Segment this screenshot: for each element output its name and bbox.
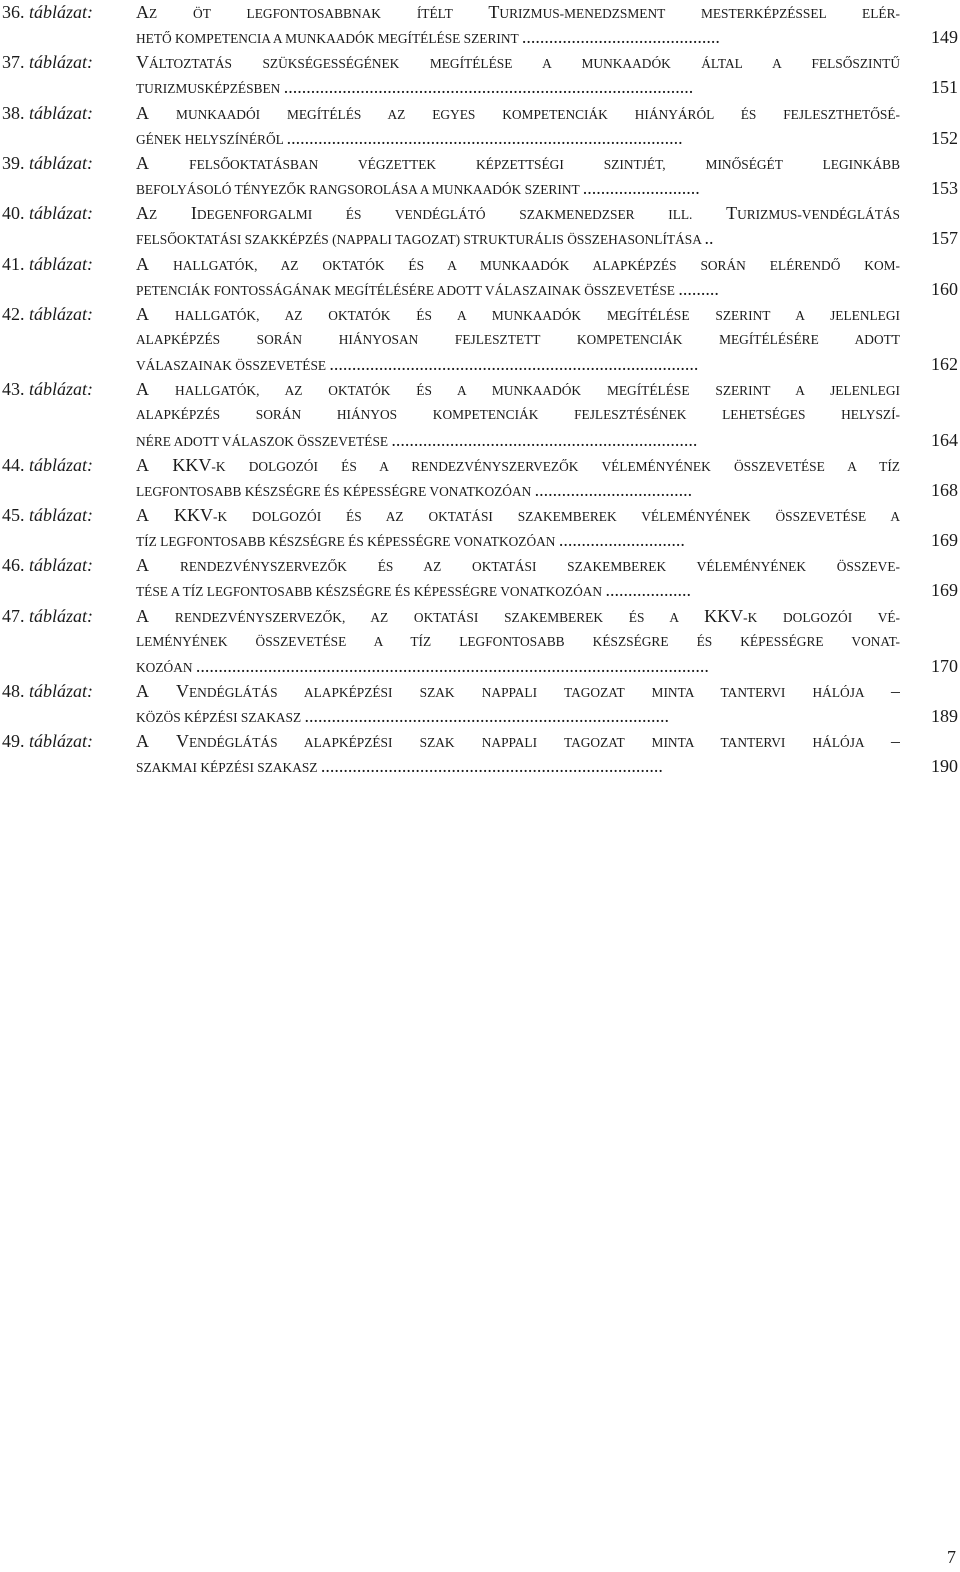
page-reference: 160 [931, 278, 958, 299]
table-title-line: VÁLASZAINAK ÖSSZEVETÉSE .................................................................................. [136, 352, 900, 377]
table-title-line: PETENCIÁK FONTOSSÁGÁNAK MEGÍTÉLÉSÉRE ADOTT VÁLASZAINAK ÖSSZEVETÉSE ......... [136, 277, 900, 302]
table-number-value: 45. [2, 505, 29, 525]
leader-dots: ............................ [558, 530, 685, 551]
toc-entry [0, 453, 960, 503]
table-title-line: A VENDÉGLÁTÁS ALAPKÉPZÉSI SZAK NAPPALI TAGOZAT MINTA TANTERVI HÁLÓJA – [136, 681, 900, 702]
table-label: táblázat: [29, 681, 94, 702]
table-title-line: A KKV-K DOLGOZÓI ÉS A RENDEZVÉNYSZERVEZŐK VÉLEMÉNYÉNEK ÖSSZEVETÉSE A TÍZ [136, 454, 900, 475]
table-title-line: KOZÓAN .................................................................................................................. [136, 654, 900, 679]
table-number [2, 604, 93, 629]
table-title-line: A VENDÉGLÁTÁS ALAPKÉPZÉSI SZAK NAPPALI TAGOZAT MINTA TANTERVI HÁLÓJA – [136, 731, 900, 752]
table-number [2, 503, 93, 528]
table-title-line: A KKV-K DOLGOZÓI ÉS AZ OKTATÁSI SZAKEMBEREK VÉLEMÉNYÉNEK ÖSSZEVETÉSE A [136, 505, 900, 525]
table-number-value: 44. [2, 454, 29, 475]
leader-dots: ................................... [534, 479, 693, 500]
leader-dots: .................................................................... [391, 429, 698, 450]
leader-dots: ........................................................................................... [283, 77, 694, 98]
table-label: táblázat: [29, 102, 94, 123]
table-number [2, 201, 93, 226]
toc-entry [0, 151, 960, 201]
table-title-line: HETŐ KOMPETENCIA A MUNKAADÓK MEGÍTÉLÉSE SZERINT ............................................ [136, 25, 900, 50]
leader-dots: .. [704, 228, 714, 249]
table-number-value: 47. [2, 605, 29, 626]
page-reference: 162 [931, 354, 958, 375]
table-label: táblázat: [29, 505, 94, 525]
table-number-value: 42. [2, 303, 29, 324]
table-title-line: A RENDEZVÉNYSZERVEZŐK ÉS AZ OKTATÁSI SZAKEMBEREK VÉLEMÉNYÉNEK ÖSSZEVE- [136, 555, 900, 576]
toc-entry [0, 201, 960, 251]
toc-entry [0, 553, 960, 603]
toc-entry [0, 252, 960, 302]
table-number-value: 37. [2, 52, 29, 73]
table-number [2, 377, 93, 402]
leader-dots: ................... [605, 580, 691, 601]
table-number-value: 40. [2, 203, 29, 224]
table-label: táblázat: [29, 303, 94, 324]
table-title-line: VÁLTOZTATÁS SZÜKSÉGESSÉGÉNEK MEGÍTÉLÉSE A MUNKAADÓK ÁLTAL A FELSŐSZINTŰ [136, 52, 900, 73]
table-number-value: 48. [2, 681, 29, 702]
table-label: táblázat: [29, 454, 94, 475]
table-number [2, 453, 93, 478]
table-title-line: FELSŐOKTATÁSI SZAKKÉPZÉS (NAPPALI TAGOZAT) STRUKTURÁLIS ÖSSZEHASONLÍTÁSA .. [136, 226, 900, 251]
table-number-value: 39. [2, 152, 29, 173]
table-number [2, 729, 93, 754]
page-reference: 152 [931, 127, 958, 148]
page-reference: 153 [931, 178, 958, 199]
table-label: táblázat: [29, 253, 94, 274]
table-title-line: TÉSE A TÍZ LEGFONTOSABB KÉSZSÉGRE ÉS KÉPESSÉGRE VONATKOZÓAN ................... [136, 578, 900, 603]
table-title-line: TURIZMUSKÉPZÉSBEN ........................................................................................... [136, 75, 900, 100]
table-title-line: ALAPKÉPZÉS SORÁN HIÁNYOSAN FEJLESZTETT KOMPETENCIÁK MEGÍTÉLÉSÉRE ADOTT [136, 331, 900, 347]
page-reference: 149 [931, 27, 958, 48]
table-number-value: 49. [2, 731, 29, 752]
table-title-line: A HALLGATÓK, AZ OKTATÓK ÉS A MUNKAADÓK MEGÍTÉLÉSE SZERINT A JELENLEGI [136, 303, 900, 324]
toc-entry [0, 50, 960, 100]
toc-entry [0, 0, 960, 50]
table-number-value: 46. [2, 555, 29, 576]
table-title-line: KÖZÖS KÉPZÉSI SZAKASZ ................................................................................. [136, 704, 900, 729]
table-title-line: NÉRE ADOTT VÁLASZOK ÖSSZEVETÉSE .................................................................... [136, 428, 900, 453]
table-title-line: A HALLGATÓK, AZ OKTATÓK ÉS A MUNKAADÓK MEGÍTÉLÉSE SZERINT A JELENLEGI [136, 379, 900, 400]
leader-dots: ................................................................................. [304, 706, 670, 727]
table-number [2, 553, 93, 578]
page-reference: 151 [931, 77, 958, 98]
table-label: táblázat: [29, 203, 94, 224]
table-number-value: 36. [2, 2, 29, 22]
table-title-line: LEMÉNYÉNEK ÖSSZEVETÉSE A TÍZ LEGFONTOSABB KÉSZSÉGRE ÉS KÉPESSÉGRE VONAT- [136, 633, 900, 649]
table-title-line: LEGFONTOSABB KÉSZSÉGRE ÉS KÉPESSÉGRE VONATKOZÓAN ................................... [136, 478, 900, 503]
table-number [2, 101, 93, 126]
table-label: táblázat: [29, 52, 94, 73]
table-title-line: A MUNKAADÓI MEGÍTÉLÉS AZ EGYES KOMPETENCIÁK HIÁNYÁRÓL ÉS FEJLESZTHETŐSÉ- [136, 102, 900, 123]
toc-entry [0, 377, 960, 452]
table-label: táblázat: [29, 152, 94, 173]
page-reference: 170 [931, 655, 958, 676]
table-title-line: BEFOLYÁSOLÓ TÉNYEZŐK RANGSOROLÁSA A MUNKAADÓK SZERINT .......................... [136, 176, 900, 201]
toc-entry [0, 679, 960, 729]
toc-entry [0, 604, 960, 679]
table-number [2, 302, 93, 327]
table-title-line: TÍZ LEGFONTOSABB KÉSZSÉGRE ÉS KÉPESSÉGRE VONATKOZÓAN ............................ [136, 528, 900, 553]
table-label: táblázat: [29, 2, 94, 22]
leader-dots: .......................... [582, 178, 700, 199]
table-number-value: 38. [2, 102, 29, 123]
leader-dots: .................................................................................. [329, 354, 699, 375]
table-title-line: A FELSŐOKTATÁSBAN VÉGZETTEK KÉPZETTSÉGI SZINTJÉT, MINŐSÉGÉT LEGINKÁBB [136, 152, 900, 173]
table-title-line: AZ IDEGENFORGALMI ÉS VENDÉGLÁTÓ SZAKMENEDZSER ILL. TURIZMUS-VENDÉGLÁTÁS [136, 203, 900, 224]
table-number-value: 41. [2, 253, 29, 274]
toc-entry [0, 503, 960, 553]
toc-entry [0, 302, 960, 377]
leader-dots: ........................................................................................ [286, 127, 683, 148]
table-title-line: SZAKMAI KÉPZÉSI SZAKASZ ............................................................................ [136, 754, 900, 779]
table-number [2, 252, 93, 277]
toc-entry [0, 729, 960, 779]
table-label: táblázat: [29, 731, 94, 752]
table-title-line: AZ ÖT LEGFONTOSABBNAK ÍTÉLT TURIZMUS-MENEDZSMENT MESTERKÉPZÉSSEL ELÉR- [136, 2, 900, 22]
page-reference: 189 [931, 706, 958, 727]
table-number [2, 50, 93, 75]
page-reference: 164 [931, 429, 958, 450]
table-title-line: ALAPKÉPZÉS SORÁN HIÁNYOS KOMPETENCIÁK FEJLESZTÉSÉNEK LEHETSÉGES HELYSZÍ- [136, 407, 900, 423]
leader-dots: ......... [678, 278, 719, 299]
page-reference: 169 [931, 530, 958, 551]
page-reference: 168 [931, 479, 958, 500]
table-number [2, 0, 93, 25]
page-reference: 157 [931, 228, 958, 249]
table-label: táblázat: [29, 605, 94, 626]
table-title-line: A RENDEZVÉNYSZERVEZŐK, AZ OKTATÁSI SZAKEMBEREK ÉS A KKV-K DOLGOZÓI VÉ- [136, 605, 900, 626]
table-number [2, 679, 93, 704]
leader-dots: ............................................................................ [320, 756, 663, 777]
table-number-value: 43. [2, 379, 29, 400]
table-label: táblázat: [29, 555, 94, 576]
page-number-footer: 7 [947, 1547, 956, 1567]
table-label: táblázat: [29, 379, 94, 400]
leader-dots: .................................................................................................................. [195, 655, 709, 676]
leader-dots: ............................................ [521, 27, 720, 48]
table-title-line: A HALLGATÓK, AZ OKTATÓK ÉS A MUNKAADÓK ALAPKÉPZÉS SORÁN ELÉRENDŐ KOM- [136, 253, 900, 274]
table-number [2, 151, 93, 176]
page-reference: 190 [931, 756, 958, 777]
table-title-line: GÉNEK HELYSZÍNÉRŐL ........................................................................................ [136, 126, 900, 151]
page-reference: 169 [931, 580, 958, 601]
toc-entry [0, 101, 960, 151]
